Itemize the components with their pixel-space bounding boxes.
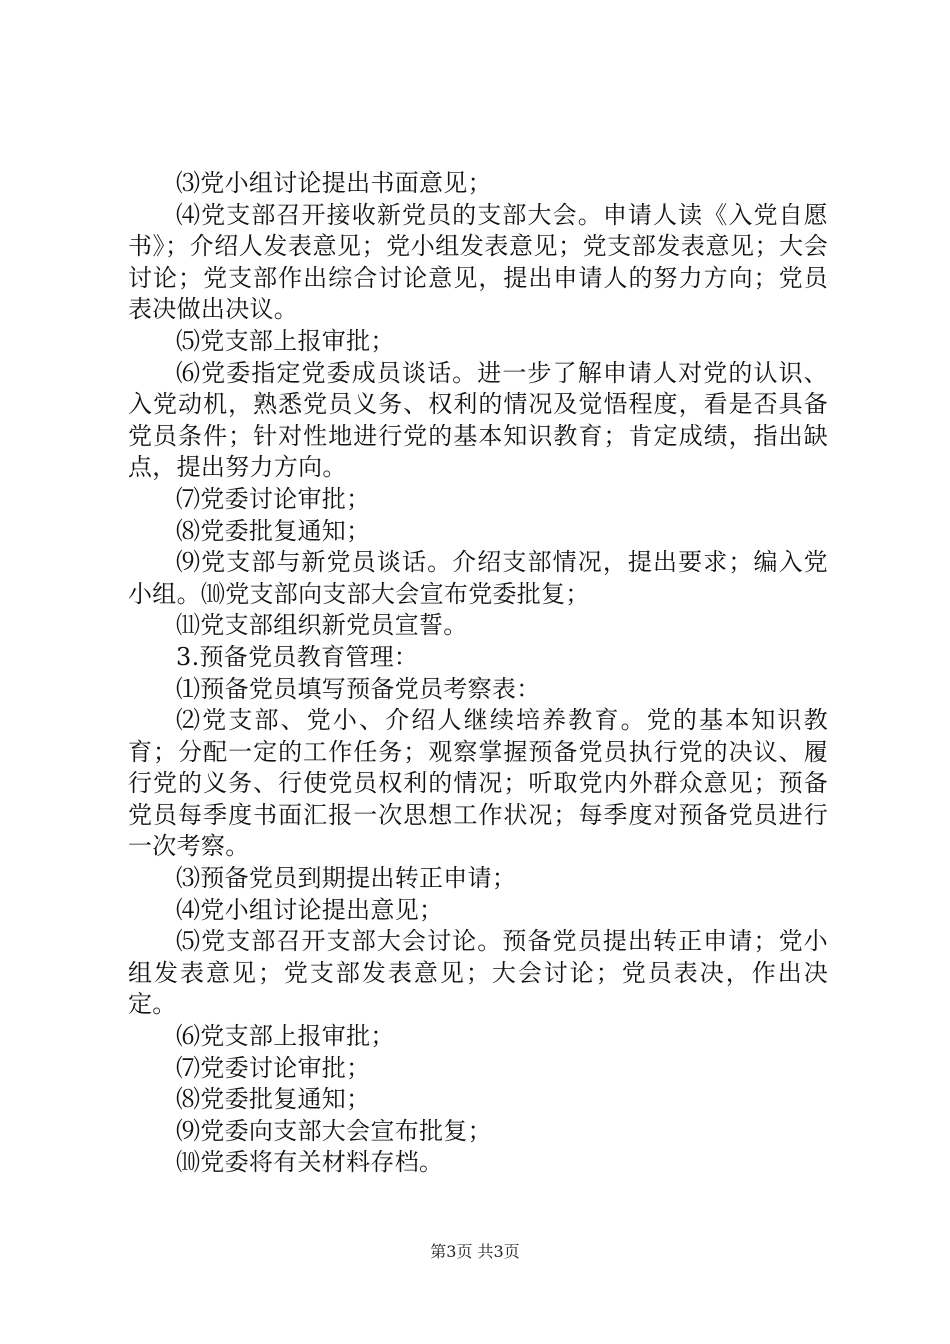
paragraph-11: ⑵党支部、党小、介绍人继续培养教育。党的基本知识教育；分配一定的工作任务；观察掌握预备党员执行党的决议、履行党的义务、行使党员权利的情况；听取党内外群众意见；预备党员每季度书面汇报一次思想工作状况；每季度对预备党员进行一次考察。 <box>128 706 828 861</box>
paragraph-10: ⑴预备党员填写预备党员考察表： <box>176 674 541 703</box>
paragraph-3: ⑸党支部上报审批； <box>176 326 395 355</box>
paragraph-4: ⑹党委指定党委成员谈话。进一步了解申请人对党的认识、入党动机，熟悉党员义务、权利的情况及觉悟程度，看是否具备党员条件；针对性地进行党的基本知识教育；肯定成绩，指出缺点，提出努力方向。 <box>128 358 828 482</box>
paragraph-2: ⑷党支部召开接收新党员的支部大会。申请人读《入党自愿书》；介绍人发表意见；党小组发表意见；党支部发表意见；大会讨论；党支部作出综合讨论意见，提出申请人的努力方向；党员表决做出决议。 <box>128 200 828 324</box>
paragraph-6: ⑻党委批复通知； <box>176 516 371 545</box>
paragraph-12: ⑶预备党员到期提出转正申请； <box>176 864 517 893</box>
paragraph-18: ⑼党委向支部大会宣布批复； <box>176 1116 492 1145</box>
paragraph-13: ⑷党小组讨论提出意见； <box>176 895 444 924</box>
paragraph-17: ⑻党委批复通知； <box>176 1085 371 1114</box>
page-number-footer: 第3页 共3页 <box>430 1242 520 1261</box>
paragraph-7: ⑼党支部与新党员谈话。介绍支部情况，提出要求；编入党小组。⑽党支部向支部大会宣布党委批复； <box>128 548 828 608</box>
section-heading: 3.预备党员教育管理： <box>176 642 419 671</box>
paragraph-15: ⑹党支部上报审批； <box>176 1022 395 1051</box>
paragraph-8: ⑾党支部组织新党员宣誓。 <box>176 611 468 640</box>
paragraph-14: ⑸党支部召开支部大会讨论。预备党员提出转正申请；党小组发表意见；党支部发表意见；大会讨论；党员表决，作出决定。 <box>128 927 828 1019</box>
paragraph-1: ⑶党小组讨论提出书面意见； <box>176 169 492 197</box>
paragraph-19: ⑽党委将有关材料存档。 <box>176 1148 444 1177</box>
paragraph-16: ⑺党委讨论审批； <box>176 1053 371 1082</box>
paragraph-5: ⑺党委讨论审批； <box>176 484 371 513</box>
document-body <box>128 168 828 1179</box>
